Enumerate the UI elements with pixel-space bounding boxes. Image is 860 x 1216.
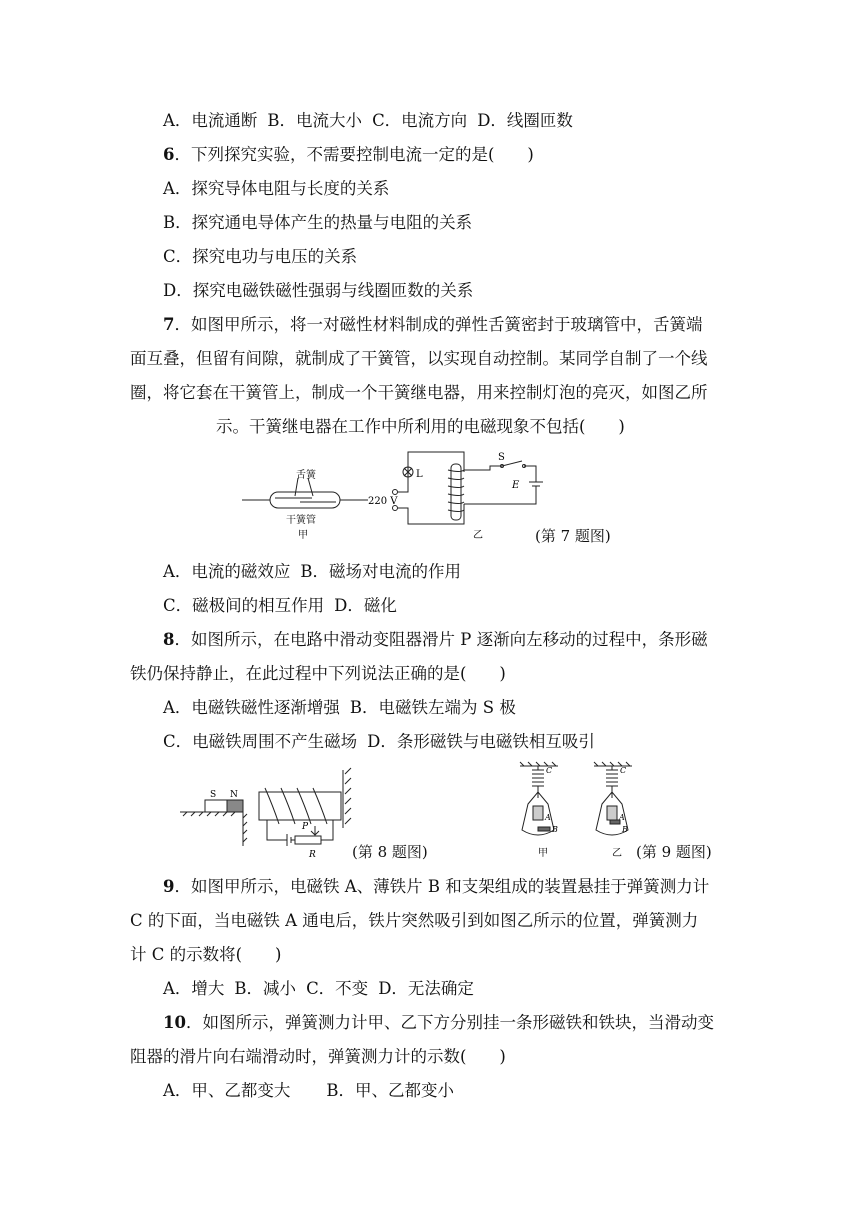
q9-option-c: C．不变 (306, 979, 369, 998)
switch-label: S (498, 452, 505, 463)
q8-option-a: A．电磁铁磁性逐渐增强 (163, 698, 340, 717)
q6-stem (163, 143, 534, 167)
scale-c-label-yi: C (620, 766, 627, 775)
q6-option-c: C．探究电功与电压的关系 (163, 247, 358, 266)
q9-option-a: A．增大 (163, 979, 225, 998)
q8-line-2: 铁仍保持静止，在此过程中下列说法正确的是( ) (130, 664, 506, 683)
q5-option-a: A．电流通断 (163, 111, 258, 130)
q8-line-1 (163, 628, 708, 652)
reed-switch-diagram (242, 478, 368, 508)
reed-label: 舌簧 (296, 470, 316, 481)
q9-figure (510, 760, 655, 860)
q5-options (163, 109, 573, 133)
spring-scale-setup-diagram (520, 762, 632, 835)
q7-option-a: A．电流的磁效应 (163, 562, 291, 581)
q7-line-3: 圈，将它套在干簧管上，制成一个干簧继电器，用来控制灯泡的亮灭，如图乙所 (130, 383, 708, 402)
figure-jia-label: 甲 (298, 530, 308, 541)
q9-line-1-text: ．如图甲所示，电磁铁 A、薄铁片 B 和支架组成的装置悬挂于弹簧测力计 (174, 877, 710, 896)
q9-figure-caption: (第 9 题图) (636, 843, 712, 861)
q7-options-row-1 (163, 560, 461, 584)
q10-line-2: 阻器的滑片向右端滑动时，弹簧测力计的示数( ) (130, 1047, 506, 1066)
q8-number: 8 (163, 630, 175, 649)
q7-line-1-text: ．如图甲所示，将一对磁性材料制成的弹性舌簧密封于玻璃管中，舌簧端 (174, 315, 703, 334)
voltage-label: 220 V (368, 496, 398, 507)
q5-option-d: D．线圈匝数 (477, 111, 573, 130)
slider-p-label: P (302, 822, 309, 832)
q6-option-a: A．探究导体电阻与长度的关系 (163, 179, 390, 198)
lamp-label: L (416, 469, 423, 480)
q8-option-d: D．条形磁铁与电磁铁相互吸引 (367, 732, 595, 751)
q8-options-row-2 (163, 730, 595, 754)
iron-b-label-yi: B (622, 825, 628, 834)
q5-option-c: C．电流方向 (372, 111, 468, 130)
scale-c-label-jia: C (546, 766, 553, 775)
q9-option-b: B．减小 (234, 979, 297, 998)
q9-options (163, 977, 474, 1001)
q8-figure (175, 766, 360, 861)
q8-option-c: C．电磁铁周围不产生磁场 (163, 732, 358, 751)
iron-b-label-jia: B (552, 825, 558, 834)
q7-line-1 (163, 313, 702, 337)
figure-jia-label: 甲 (538, 848, 548, 859)
q7-line-2: 面互叠，但留有间隙，就制成了干簧管，以实现自动控制。某同学自制了一个线 (130, 349, 708, 368)
q9-number: 9 (163, 877, 175, 896)
q6-option-d: D．探究电磁铁磁性强弱与线圈匝数的关系 (163, 281, 474, 300)
magnet-a-label-jia: A (545, 813, 551, 822)
q10-line-1 (163, 1011, 714, 1035)
q7-option-c: C．磁极间的相互作用 (163, 596, 325, 615)
q6-number: 6 (163, 145, 175, 164)
q6-option-b: B．探究通电导体产生的热量与电阻的关系 (163, 213, 473, 232)
figure-yi-label: 乙 (612, 848, 622, 859)
tube-label: 干簧管 (286, 515, 316, 526)
magnet-a-label-yi: A (619, 813, 625, 822)
rheostat-r-label: R (309, 850, 316, 860)
q6-stem-text: ．下列探究实验，不需要控制电流一定的是( ) (174, 145, 534, 164)
q8-line-1-text: ．如图所示，在电路中滑动变阻器滑片 P 逐渐向左移动的过程中，条形磁 (174, 630, 708, 649)
battery-label: E (512, 480, 520, 491)
q9-line-3: 计 C 的示数将( ) (130, 945, 282, 964)
q8-figure-caption: (第 8 题图) (352, 843, 428, 861)
figure-yi-label: 乙 (473, 530, 483, 541)
q8-options-row-1 (163, 696, 516, 720)
q9-line-1 (163, 875, 709, 899)
q7-line-4: 示。干簧继电器在工作中所利用的电磁现象不包括( ) (216, 417, 625, 436)
q7-figure-caption: (第 7 题图) (535, 527, 611, 545)
q9-line-2: C 的下面，当电磁铁 A 通电后，铁片突然吸引到如图乙所示的位置，弹簧测力 (130, 911, 699, 930)
q8-option-b: B．电磁铁左端为 S 极 (349, 698, 516, 717)
q7-option-b: B．磁场对电流的作用 (300, 562, 462, 581)
q7-number: 7 (163, 315, 175, 334)
q10-option-a: A．甲、乙都变大 (163, 1081, 291, 1100)
bar-magnet-n-label: N (230, 790, 238, 800)
q10-option-b: B．甲、乙都变小 (326, 1081, 455, 1100)
q10-number: 10 (163, 1013, 186, 1032)
q10-line-1-text: ．如图所示，弹簧测力计甲、乙下方分别挂一条形磁铁和铁块，当滑动变 (185, 1013, 714, 1032)
electromagnet-circuit-diagram (180, 768, 351, 846)
q7-option-d: D．磁化 (334, 596, 397, 615)
q10-options-row-1 (163, 1079, 454, 1103)
q5-option-b: B．电流大小 (267, 111, 363, 130)
q7-options-row-2 (163, 594, 397, 618)
relay-circuit-diagram (393, 452, 544, 524)
bar-magnet-s-label: S (210, 790, 217, 800)
q9-option-d: D．无法确定 (378, 979, 474, 998)
